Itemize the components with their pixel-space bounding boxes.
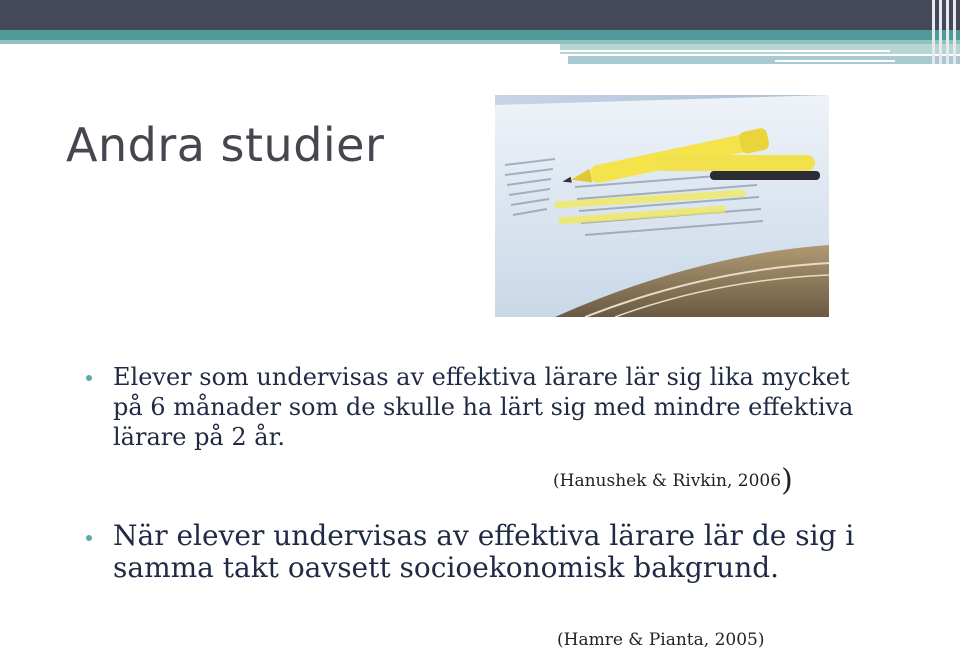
header-stripes [930,0,960,64]
citation-hamre-pianta: (Hamre & Pianta, 2005) [557,630,765,650]
citation-text: (Hanushek & Rivkin, 2006 [553,471,782,491]
header-teal-band [0,30,960,40]
bullet-marker [86,375,92,381]
citation-close-paren: ) [781,463,793,498]
header-accent-right-lower [568,56,960,64]
bullet-marker [86,535,92,541]
citation-hanushek-rivkin [553,463,793,498]
header-accent-right [560,44,960,54]
bullet-text-socioeconomic: När elever undervisas av effektiva lärare lär de sig i samma takt oavsett socioekonomisk bakgrund. [113,519,855,584]
book-highlighter-photo [495,95,829,317]
bullet-text-effective-teachers: Elever som undervisas av effektiva lärare lär sig lika mycket på 6 månader som de skulle ha lärt sig med mindre effektiva lärare på 2 år. [113,363,854,451]
header-line [775,60,895,62]
header-dark-band [0,0,960,30]
slide-title: Andra studier [66,118,385,172]
header-line [560,50,890,52]
